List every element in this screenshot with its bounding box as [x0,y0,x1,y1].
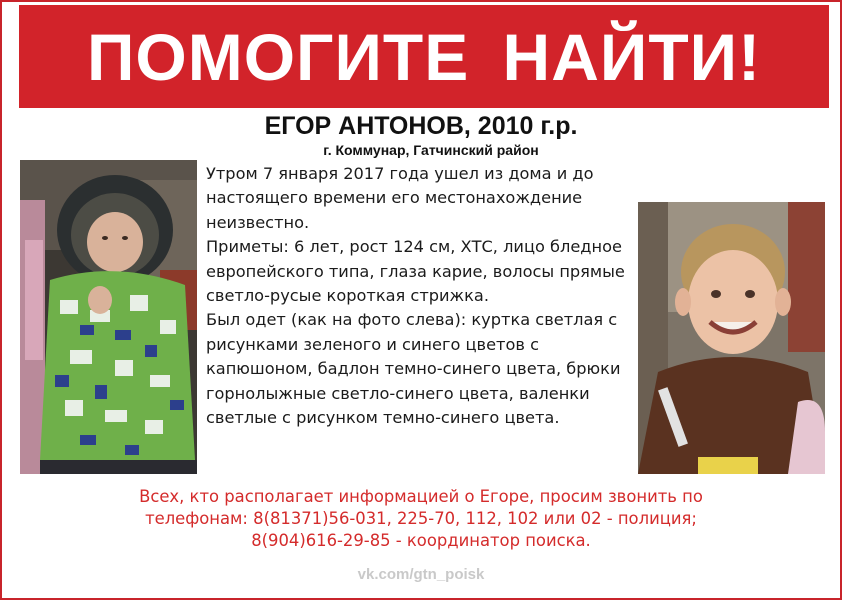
contact-line: 8(904)616-29-85 - координатор поиска. [251,531,591,550]
description-paragraph: Приметы: 6 лет, рост 124 см, ХТС, лицо бледное европейского типа, глаза карие, волосы прямые светло-русые короткая стрижка. [206,237,625,306]
header-banner [19,5,829,108]
description-paragraph: Утром 7 января 2017 года ушел из дома и до настоящего времени его местонахождение неизвестно. [206,164,594,232]
person-name: ЕГОР АНТОНОВ, 2010 г.р. [264,112,578,140]
contact-line: Всех, кто располагает информацией о Егоре, просим звонить по [139,487,703,506]
description-paragraph: Был одет (как на фото слева): куртка светлая с рисунками зеленого и синего цветов с капюшоном, бадлон темно-синего цвета, брюки горнолыжные светло-синего цвета, валенки светлые с рисунком темно-синего цвета. [206,310,621,428]
person-location: г. Коммунар, Гатчинский район [323,142,539,158]
photo-left-jacket [20,160,197,474]
photo-right-portrait [638,202,825,474]
contact-line: телефонам: 8(81371)56-031, 225-70, 112, 102 или 02 - полиция; [145,509,697,528]
contact-info [60,486,782,552]
description-text [206,162,636,430]
banner-title: ПОМОГИТЕ НАЙТИ! [86,19,762,94]
source-link[interactable]: vk.com/gtn_poisk [357,566,485,583]
